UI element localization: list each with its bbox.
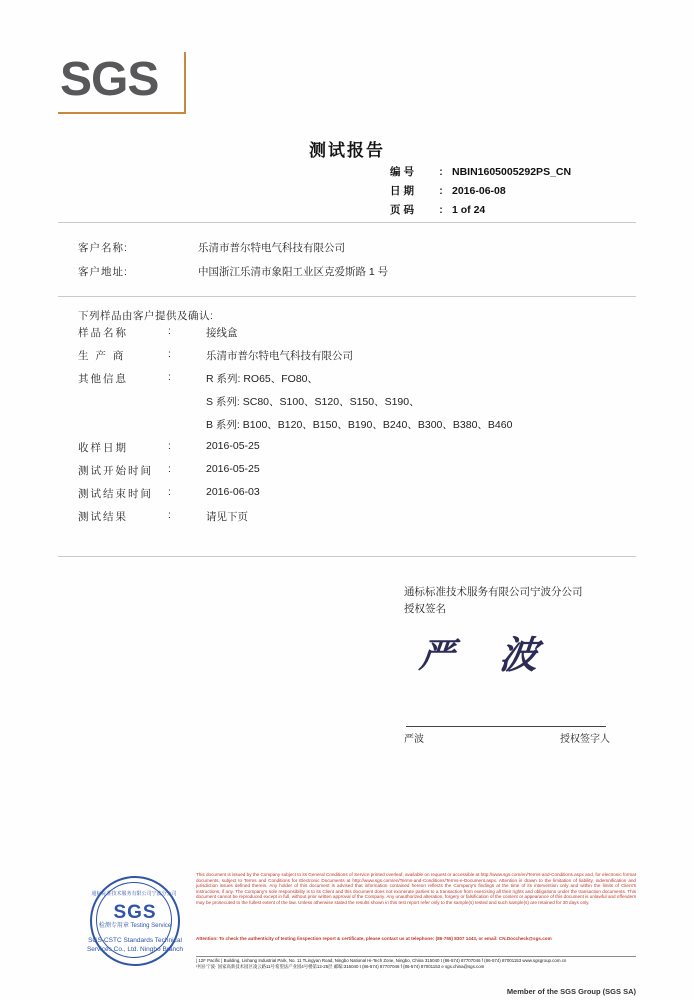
detail-row-sample-name	[78, 325, 638, 348]
detail-colon-result: :	[168, 509, 171, 521]
sgs-logo-text: SGS	[60, 53, 159, 106]
detail-row-test-start	[78, 463, 638, 486]
detail-value-other-info-line2: S 系列: SC80、S100、S120、S150、S190、	[206, 396, 420, 408]
detail-label-received-date: 收样日期	[78, 442, 128, 454]
report-meta	[390, 163, 571, 220]
footer-terms-text: This document is issued by the Company subject to its General Conditions of Service printed overleaf, available on request or accessible at http://www.sgs.com/en/Terms-and-Conditions.aspx and, for electronic format documents, subject to Terms and Conditions for Electronic Documents at http://www.sgs.com/en/Terms-and-Conditions/Terms-e-Document.aspx. Attention is drawn to the limitation of liability, indemnification and jurisdiction issues defined therein. Any holder of this document is advised that information contained hereon reflects the Company's findings at the time of its intervention only and within the limits of Client's instructions, if any. The Company's sole responsibility is to its Client and this document does not exonerate parties to a transaction from exercising all their rights and obligations under the transaction documents. This document cannot be reproduced except in full, without prior written approval of the Company. Any unauthorized alteration, forgery or falsification of the content or appearance of this document is unlawful and offenders may be prosecuted to the fullest extent of the law. Unless otherwise stated the results shown in this test report refer only to the sample(s) tested and such sample(s) are retained for 30 days only.	[196, 872, 636, 905]
detail-colon-manufacturer: :	[168, 348, 171, 360]
footer-address-block	[196, 958, 636, 970]
detail-colon-test-start: :	[168, 463, 171, 475]
footer-divider	[196, 956, 636, 957]
meta-row-date	[390, 182, 571, 201]
signature-name-left: 严波	[404, 734, 424, 745]
meta-label-date: 日期	[390, 185, 417, 197]
logo-rule-vertical	[184, 52, 186, 114]
company-stamp	[76, 872, 194, 970]
detail-value-sample-name: 接线盒	[206, 327, 238, 339]
detail-spacer	[78, 394, 206, 417]
detail-value-test-start: 2016-05-25	[206, 463, 260, 475]
customer-block	[78, 236, 388, 284]
detail-colon-sample-name: :	[168, 325, 171, 337]
detail-row-other-info-line2	[78, 394, 638, 417]
sgs-logo	[58, 52, 188, 114]
page-title: 测试报告	[309, 141, 385, 160]
detail-row-manufacturer	[78, 348, 638, 371]
detail-value-other-info: R 系列: RO65、FO80、	[206, 373, 319, 385]
detail-spacer	[78, 417, 206, 440]
detail-row-other-info	[78, 371, 638, 394]
meta-row-page	[390, 201, 571, 220]
detail-row-other-info-line3	[78, 417, 638, 440]
footer-address-en: | 12F Pacific | Building, Lishang Industrial Park, No. 11 TLingyan Road, Ningbo National Hi-Tech Zone, Ningbo, China 315040 t (86-574) 87707046 f (86-574) 87001153 www.sgsgroup.com.cn	[196, 958, 567, 963]
customer-address-label: 客户地址:	[78, 266, 128, 278]
sample-note: 下列样品由客户提供及确认:	[78, 310, 214, 322]
customer-name-value: 乐清市普尔特电气科技有限公司	[198, 242, 345, 254]
meta-colon-page: :	[439, 204, 443, 216]
signature-subtitle: 授权签名	[404, 603, 446, 615]
meta-value-number: NBIN1605005292PS_CN	[452, 166, 572, 178]
divider-middle	[58, 296, 636, 297]
signature-names	[404, 730, 610, 745]
divider-top	[58, 222, 636, 223]
detail-value-test-end: 2016-06-03	[206, 486, 260, 498]
meta-colon-number: :	[439, 166, 443, 178]
meta-value-page: 1 of 24	[452, 204, 486, 216]
detail-value-result: 请见下页	[206, 511, 248, 523]
stamp-arc-text: 通标标准技术服务有限公司宁波分公司	[91, 891, 177, 897]
detail-label-test-start: 测试开始时间	[78, 465, 153, 477]
signature-marks	[404, 622, 634, 745]
footer-attention-text: Attention: To check the authenticity of testing /inspection report & certificate, please contact us at telephone: (86-755) 8307 1443, or email: CN.Doccheck@sgs.com	[196, 936, 552, 941]
page-footer	[0, 872, 694, 1000]
meta-label-number: 编号	[390, 166, 417, 178]
stamp-sgs-text: SGS	[113, 902, 157, 923]
customer-address-row	[78, 260, 388, 284]
detail-colon-other-info: :	[168, 371, 171, 383]
detail-value-manufacturer: 乐清市普尔特电气科技有限公司	[206, 350, 353, 362]
detail-row-received-date	[78, 440, 638, 463]
signature-name-right: 授权签字人	[560, 734, 610, 745]
detail-value-other-info-line3: B 系列: B100、B120、B150、B190、B240、B300、B380、B460	[206, 419, 513, 431]
footer-address-cn: 中国·宁波· 国家高新技术园区凌云路11号希望法产业园4号楼第12-25层 邮编:315040 t (86-574) 87707046 f (86-574) 87001153 e sgs.china@sgs.com	[196, 964, 485, 969]
footer-member-text: Member of the SGS Group (SGS SA)	[506, 987, 636, 996]
detail-value-received-date: 2016-05-25	[206, 440, 260, 452]
divider-bottom	[58, 556, 636, 557]
stamp-sub-text: 检测专用章 Testing Service	[98, 923, 172, 929]
signature-rule	[406, 726, 606, 727]
meta-row-number	[390, 163, 571, 182]
detail-row-test-end	[78, 486, 638, 509]
detail-colon-test-end: :	[168, 486, 171, 498]
detail-colon-received-date: :	[168, 440, 171, 452]
detail-label-other-info: 其他信息	[78, 373, 128, 385]
detail-row-result	[78, 509, 638, 532]
meta-colon-date: :	[439, 185, 443, 197]
customer-address-value: 中国浙江乐清市象阳工业区克爱斯路 1 号	[198, 266, 389, 278]
customer-name-row	[78, 236, 388, 260]
signature-company: 通标标准技术服务有限公司宁波分公司	[404, 586, 583, 598]
sample-details-table	[78, 325, 638, 532]
meta-label-page: 页码	[390, 204, 417, 216]
signature-handwriting-first: 严	[417, 638, 456, 675]
logo-rule-horizontal	[58, 112, 186, 114]
stamp-bottom-text: SGS-CSTC Standards Technical Services Co., Ltd. Ningbo Branch	[86, 937, 184, 953]
meta-value-date: 2016-06-08	[452, 185, 506, 197]
detail-label-sample-name: 样品名称	[78, 327, 128, 339]
detail-label-manufacturer: 生 产 商	[78, 350, 126, 362]
detail-label-result: 测试结果	[78, 511, 128, 523]
customer-name-label: 客户名称:	[78, 242, 128, 254]
signature-block	[404, 584, 634, 745]
signature-handwriting-second: 波	[497, 635, 540, 677]
detail-label-test-end: 测试结束时间	[78, 488, 153, 500]
